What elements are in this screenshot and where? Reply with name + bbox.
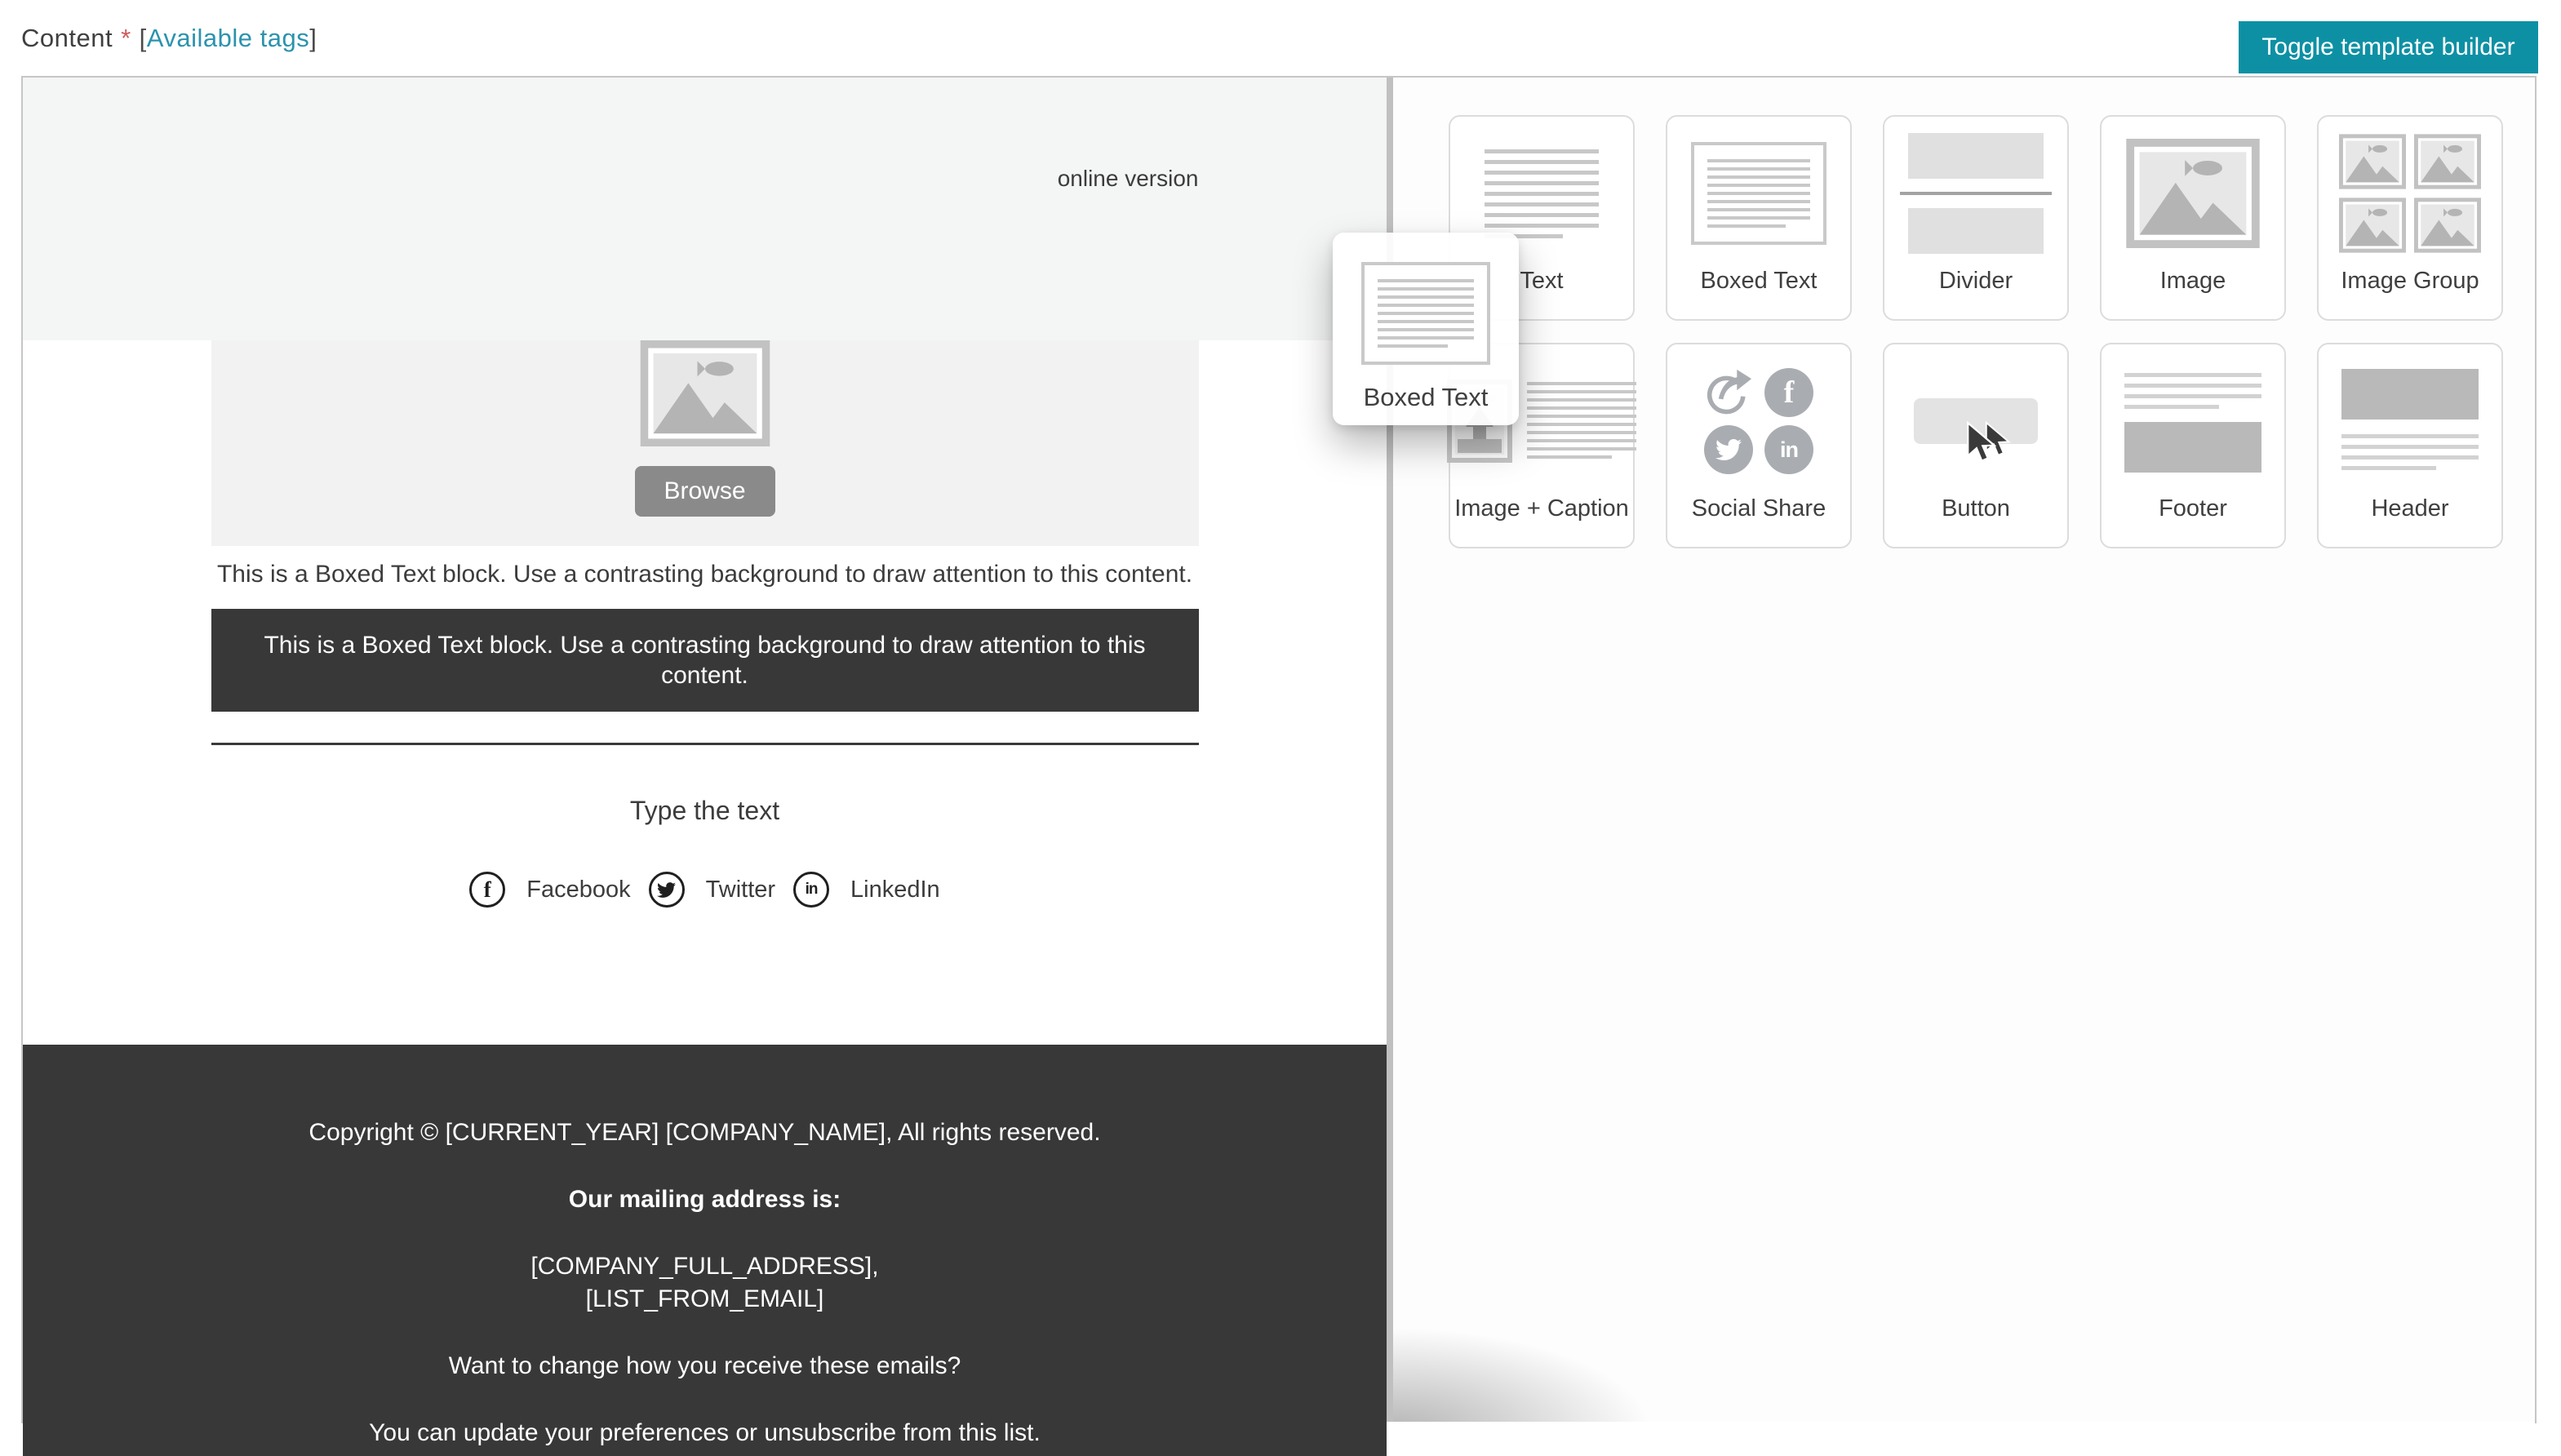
block-card-header[interactable]: [2317, 343, 2503, 548]
editor-main: [21, 76, 2537, 1446]
boxed-text-block-icon: [1361, 262, 1490, 365]
required-asterisk: *: [121, 23, 131, 52]
social-share-block-icon: [1667, 359, 1850, 483]
social-link-facebook[interactable]: [469, 872, 630, 908]
block-label: Image: [2159, 268, 2226, 294]
image-placeholder-icon: [639, 340, 771, 446]
social-follow-block: [211, 872, 1199, 908]
editor-topbar: [0, 0, 2561, 76]
builder-blocks-grid: [1449, 115, 2503, 548]
header-block-icon: [2319, 359, 2501, 483]
block-label: Button: [1942, 495, 2010, 522]
twitter-icon: [649, 872, 685, 908]
footer-change-line: Want to change how you receive these emails?: [448, 1352, 961, 1379]
linkedin-icon: in: [793, 872, 829, 908]
boxed-text-block-dark[interactable]: This is a Boxed Text block. Use a contrasting background to draw attention to this content.: [211, 609, 1199, 712]
bracket-open: [: [139, 23, 147, 52]
boxed-text-block-light[interactable]: This is a Boxed Text block. Use a contrasting background to draw attention to this content.: [216, 561, 1193, 588]
email-preheader-section: [23, 78, 1387, 286]
available-tags-link[interactable]: Available tags: [146, 23, 310, 52]
facebook-label: Facebook: [526, 876, 631, 903]
block-card-image[interactable]: [2100, 115, 2286, 321]
image-group-block-icon: [2319, 131, 2501, 255]
footer-mailing-heading: Our mailing address is:: [568, 1186, 841, 1213]
facebook-icon: f: [469, 872, 505, 908]
divider-block[interactable]: [211, 743, 1199, 745]
block-label: Image Group: [2341, 268, 2479, 294]
block-label: Divider: [1938, 268, 2013, 294]
image-upload-block[interactable]: [211, 340, 1199, 546]
mouse-cursor-icon: [1965, 421, 2000, 467]
content-field-label: [21, 0, 317, 76]
footer-copyright: Copyright © [CURRENT_YEAR] [COMPANY_NAME], All rights reserved.: [308, 1119, 1101, 1146]
footer-block-icon: [2102, 359, 2284, 483]
facebook-icon: f: [1764, 368, 1813, 417]
block-card-divider[interactable]: [1883, 115, 2069, 321]
linkedin-icon: in: [1764, 425, 1813, 474]
toggle-template-builder-button[interactable]: Toggle template builder: [2239, 21, 2538, 73]
divider-block-icon: [1884, 131, 2067, 255]
block-label: Header: [2371, 495, 2449, 522]
social-link-twitter[interactable]: [649, 872, 775, 908]
block-label: Text: [1520, 268, 1564, 294]
text-block[interactable]: Type the text: [629, 796, 780, 825]
linkedin-label: LinkedIn: [850, 876, 940, 903]
block-label: Image + Caption: [1454, 495, 1629, 522]
block-label: Social Share: [1691, 495, 1826, 522]
email-footer-block[interactable]: [23, 1045, 1387, 1456]
email-body: [23, 340, 1387, 1045]
twitter-label: Twitter: [705, 876, 776, 903]
image-block-icon: [2102, 131, 2284, 255]
twitter-icon: [1704, 425, 1753, 474]
content-label: Content: [21, 23, 113, 52]
block-label: Boxed Text: [1700, 268, 1818, 294]
online-version-link[interactable]: online version: [1057, 166, 1199, 191]
footer-address: [COMPANY_FULL_ADDRESS], [LIST_FROM_EMAIL]: [530, 1253, 879, 1312]
template-builder-panel: [1393, 78, 2535, 1422]
block-card-footer[interactable]: [2100, 343, 2286, 548]
block-card-boxed-text[interactable]: [1666, 115, 1852, 321]
footer-update-line: You can update your preferences or unsubscribe from this list.: [369, 1419, 1041, 1446]
email-preview-canvas: [23, 78, 1387, 1446]
drag-ghost-boxed-text: [1333, 233, 1519, 425]
block-label: Footer: [2159, 495, 2227, 522]
browse-button[interactable]: Browse: [635, 466, 775, 517]
block-card-social-share[interactable]: [1666, 343, 1852, 548]
boxed-text-block-icon: [1667, 131, 1850, 255]
share-arrow-icon: [1704, 368, 1753, 417]
bracket-close: ]: [309, 23, 317, 52]
drag-ghost-label: Boxed Text: [1363, 383, 1489, 411]
panel-bottom-shadow: [1393, 1299, 1777, 1422]
social-link-linkedin[interactable]: [793, 872, 940, 908]
block-card-image-group[interactable]: [2317, 115, 2503, 321]
